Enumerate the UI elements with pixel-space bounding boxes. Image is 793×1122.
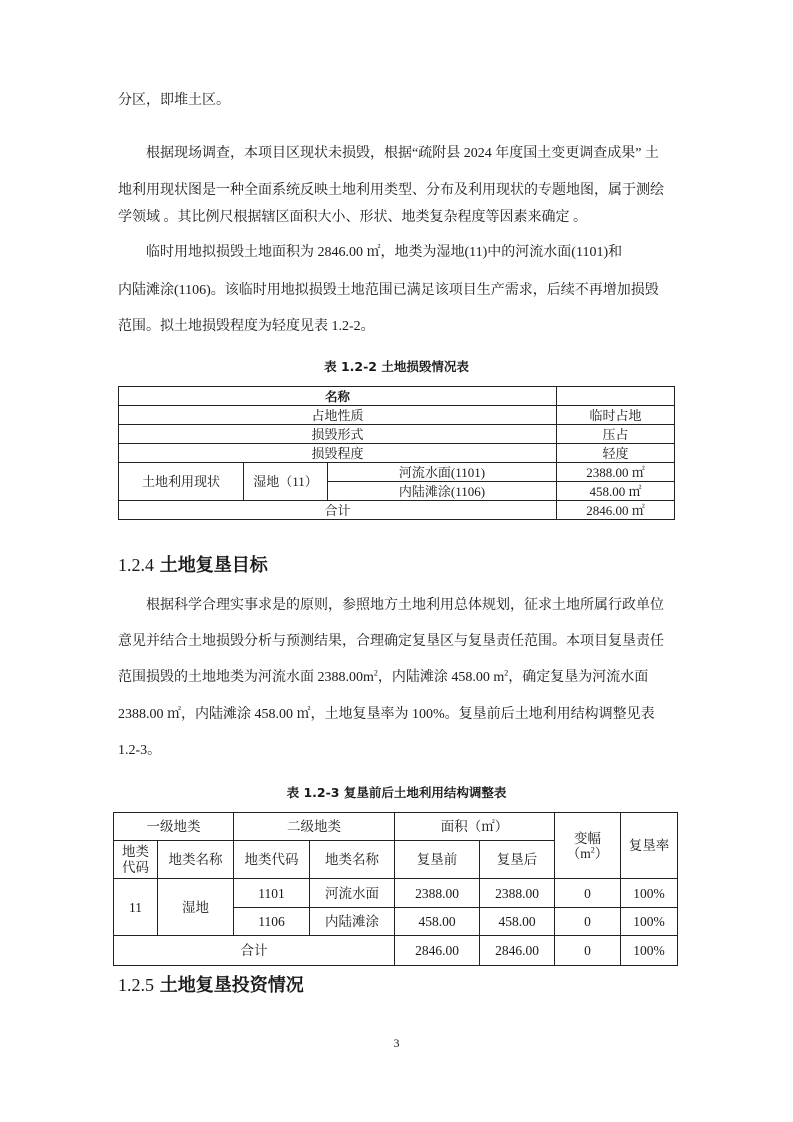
row-value: 压占 xyxy=(557,425,675,444)
rate-cell: 100% xyxy=(621,879,678,908)
group-code-cell: 11 xyxy=(114,879,158,936)
text-segment: 范围损毁的土地地类为河流水面 2388.00m xyxy=(118,670,374,685)
row-value: 临时占地 xyxy=(557,406,675,425)
text-segment: （m xyxy=(566,845,591,861)
row-value: 2388.00 ㎡ xyxy=(557,463,675,482)
row-label: 占地性质 xyxy=(119,406,557,425)
row-value: 458.00 ㎡ xyxy=(557,482,675,501)
table-row xyxy=(119,501,675,520)
header-text: 变幅 xyxy=(574,830,601,846)
header-cell: 地类名称 xyxy=(310,841,395,879)
table-row xyxy=(119,387,675,406)
row-label: 损毁程度 xyxy=(119,444,557,463)
header-cell: 复垦率 xyxy=(621,813,678,879)
paragraph-line: 范围。拟土地损毁程度为轻度见表 1.2-2。 xyxy=(118,319,375,334)
paragraph-line: 学领域 。其比例尺根据辖区面积大小、形状、地类复杂程度等因素来确定 。 xyxy=(118,210,587,225)
code-cell: 1106 xyxy=(234,908,310,936)
superscript: 2 xyxy=(590,845,595,854)
paragraph-line: 地利用现状图是一种全面系统反映土地利用类型、分布及利用现状的专题地图，属于测绘 xyxy=(118,183,664,198)
table-row xyxy=(119,425,675,444)
row-value: 轻度 xyxy=(557,444,675,463)
total-label: 合计 xyxy=(114,936,395,966)
header-cell: 地类名称 xyxy=(158,841,234,879)
row-label: 内陆滩涂(1106) xyxy=(328,482,557,501)
paragraph-line: 意见并结合土地损毁分析与预测结果，合理确定复垦区与复垦责任范围。本项目复垦责任 xyxy=(118,634,664,649)
land-use-structure-table xyxy=(113,812,678,966)
header-cell: 一级地类 xyxy=(114,813,234,841)
header-unit xyxy=(555,846,620,861)
table-row xyxy=(119,406,675,425)
table-row xyxy=(119,444,675,463)
header-value-cell xyxy=(557,387,675,406)
rate-cell: 100% xyxy=(621,936,678,966)
rate-cell: 100% xyxy=(621,908,678,936)
section-heading xyxy=(118,554,268,577)
row-label: 损毁形式 xyxy=(119,425,557,444)
name-cell: 河流水面 xyxy=(310,879,395,908)
table-total-row xyxy=(114,936,678,966)
paragraph-line: 分区，即堆土区。 xyxy=(118,93,230,108)
after-cell: 2846.00 xyxy=(480,936,555,966)
section-number: 1.2.5 xyxy=(118,975,154,995)
table-caption: 表 1.2-2 土地损毁情况表 xyxy=(324,359,469,374)
header-cell: 面积（㎡） xyxy=(395,813,555,841)
paragraph-line: 1.2-3。 xyxy=(118,743,162,758)
land-damage-table xyxy=(118,386,675,520)
paragraph-line: 2388.00 ㎡，内陆滩涂 458.00 ㎡，土地复垦率为 100%。复垦前后土地利用结构调整见表 xyxy=(118,707,655,722)
paragraph-line: 临时用地拟损毁土地面积为 2846.00 ㎡，地类为湿地(11)中的河流水面(1101)和 xyxy=(146,245,623,260)
after-cell: 2388.00 xyxy=(480,879,555,908)
group-label: 土地利用现状 xyxy=(119,463,244,501)
header-cell: 复垦前 xyxy=(395,841,480,879)
paragraph-line: 内陆滩涂(1106)。该临时用地拟损毁土地范围已满足该项目生产需求，后续不再增加损毁 xyxy=(118,283,659,298)
header-cell xyxy=(555,813,621,879)
change-cell: 0 xyxy=(555,879,621,908)
total-value: 2846.00 ㎡ xyxy=(557,501,675,520)
header-cell: 复垦后 xyxy=(480,841,555,879)
header-cell: 名称 xyxy=(119,387,557,406)
text-segment: ，内陆滩涂 458.00 m xyxy=(377,670,505,685)
table-row xyxy=(119,463,675,482)
row-label: 河流水面(1101) xyxy=(328,463,557,482)
before-cell: 2388.00 xyxy=(395,879,480,908)
section-heading xyxy=(118,974,304,997)
name-cell: 内陆滩涂 xyxy=(310,908,395,936)
change-cell: 0 xyxy=(555,908,621,936)
total-label: 合计 xyxy=(119,501,557,520)
text-segment: ） xyxy=(594,845,609,861)
table-caption: 表 1.2-3 复垦前后土地利用结构调整表 xyxy=(286,785,507,800)
header-cell: 地类代码 xyxy=(114,841,158,879)
change-cell: 0 xyxy=(555,936,621,966)
group-name-cell: 湿地 xyxy=(158,879,234,936)
header-cell: 地类代码 xyxy=(234,841,310,879)
header-cell: 二级地类 xyxy=(234,813,395,841)
paragraph-line xyxy=(118,669,648,687)
section-number: 1.2.4 xyxy=(118,555,154,575)
page-number: 3 xyxy=(393,1036,400,1050)
before-cell: 2846.00 xyxy=(395,936,480,966)
section-title: 土地复垦投资情况 xyxy=(159,975,304,996)
section-title: 土地复垦目标 xyxy=(159,555,268,576)
before-cell: 458.00 xyxy=(395,908,480,936)
code-cell: 1101 xyxy=(234,879,310,908)
text-segment: ，确定复垦为河流水面 xyxy=(508,670,649,685)
after-cell: 458.00 xyxy=(480,908,555,936)
paragraph-line: 根据现场调查，本项目区现状未损毁，根据“疏附县 2024 年度国土变更调查成果” 土 xyxy=(146,146,659,161)
table-row xyxy=(114,879,678,908)
paragraph-line: 根据科学合理实事求是的原则，参照地方土地利用总体规划，征求土地所属行政单位 xyxy=(146,598,664,613)
superscript: 2 xyxy=(504,668,509,678)
superscript: 2 xyxy=(373,668,378,678)
table-header-row xyxy=(114,813,678,841)
sub-group-label: 湿地（11） xyxy=(244,463,328,501)
